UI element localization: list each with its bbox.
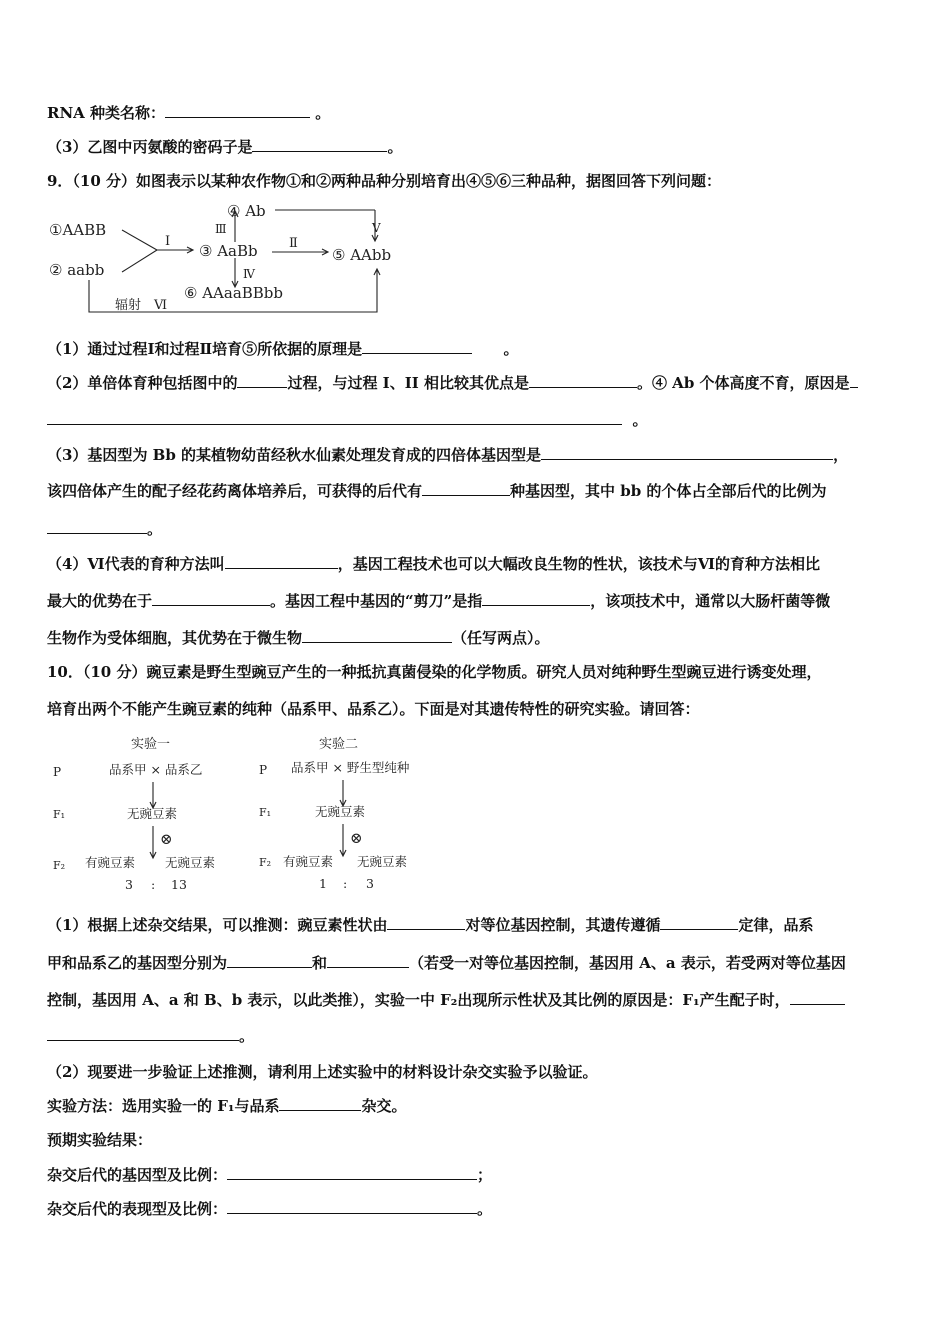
q9-p3-end xyxy=(47,519,162,539)
punct: 。 xyxy=(239,1027,255,1045)
exp1-f2-b: 无豌豆素 xyxy=(165,855,216,870)
route-4: Ⅳ xyxy=(243,267,255,281)
node-3: ③ AaBb xyxy=(199,242,258,260)
answer-blank[interactable] xyxy=(237,373,287,388)
answer-blank[interactable] xyxy=(541,445,833,460)
route-6: 辐射 Ⅵ xyxy=(115,298,168,313)
q10-phenotype xyxy=(47,1199,492,1219)
exp1-f2: F₂ xyxy=(53,859,66,872)
text: （4）Ⅵ代表的育种方法叫 xyxy=(47,555,225,573)
answer-blank[interactable] xyxy=(422,481,510,496)
exp2-f2-b: 无豌豆素 xyxy=(357,854,408,869)
node-4: ④ Ab xyxy=(227,202,266,220)
text: 杂交。 xyxy=(361,1097,407,1115)
punct: 。 xyxy=(632,411,648,429)
punct: 。 xyxy=(387,138,403,156)
exp1-f1-pheno: 无豌豆素 xyxy=(127,806,178,821)
q8-p3-line xyxy=(47,137,402,157)
exp2-f2-a: 有豌豆素 xyxy=(283,854,334,869)
answer-blank[interactable] xyxy=(387,915,465,930)
answer-blank[interactable] xyxy=(660,915,738,930)
branch-line xyxy=(122,230,157,250)
q8-rna-label: RNA 种类名称： xyxy=(47,104,166,122)
exp2-cross: 品系甲 × 野生型纯种 xyxy=(291,760,410,775)
q9-p2 xyxy=(47,373,858,393)
text: 对等位基因控制，其遗传遵循 xyxy=(465,916,661,934)
exp2-ratio-b: 3 xyxy=(366,876,374,891)
route-1: Ⅰ xyxy=(165,234,171,249)
text: （1）通过过程Ⅰ和过程Ⅱ培育⑤所依据的原理是 xyxy=(47,340,363,358)
q9-p4-end xyxy=(47,628,550,648)
node-1: ①AABB xyxy=(49,221,107,239)
exp1-f1: F₁ xyxy=(53,808,66,821)
route-2: Ⅱ xyxy=(289,236,298,251)
q9-p3-cont xyxy=(47,481,826,501)
answer-blank[interactable] xyxy=(279,1096,361,1111)
exp2-f1: F₁ xyxy=(259,806,272,819)
node-6: ⑥ AAaaBBbb xyxy=(184,284,284,302)
text: （若受一对等位基因控制，基因用 A、a 表示，若受两对等位基因 xyxy=(409,954,846,972)
answer-blank[interactable] xyxy=(362,339,472,354)
text: ，该项技术中，通常以大肠杆菌等微 xyxy=(590,592,831,610)
q9-p4-cont xyxy=(47,591,830,611)
text: 生物作为受体细胞，其优势在于微生物 xyxy=(47,629,303,647)
branch-line xyxy=(122,250,157,272)
text: （2）单倍体育种包括图中的 xyxy=(47,374,238,392)
answer-blank[interactable] xyxy=(47,519,147,534)
exp1-p: P xyxy=(53,765,62,779)
punct: 。 xyxy=(477,1200,493,1218)
self-cross-icon: ⊗ xyxy=(350,829,363,847)
answer-blank[interactable] xyxy=(47,410,622,425)
exp1-colon: : xyxy=(151,877,156,892)
q9-title: 9．（10 分）如图表示以某种农作物①和②两种品种分别培育出④⑤⑥三种品种，据图回答下列问题： xyxy=(47,172,722,190)
q10-title-2: 培育出两个不能产生豌豆素的纯种（品系甲、品系乙）。下面是对其遗传特性的研究实验。请回答： xyxy=(47,700,700,718)
q9-p3 xyxy=(47,445,848,465)
q10-p2: （2）现要进一步验证上述推测，请利用上述实验中的材料设计杂交实验予以验证。 xyxy=(47,1063,598,1081)
text: 控制，基因用 A、a 和 B、b 表示，以此类推），实验一中 F₂出现所示性状及其比例的原因是：F₁产生配子时， xyxy=(47,991,790,1009)
answer-blank[interactable] xyxy=(482,591,590,606)
answer-blank[interactable] xyxy=(850,373,858,388)
text: 杂交后代的基因型及比例： xyxy=(47,1166,228,1184)
route-3: Ⅲ xyxy=(215,222,227,236)
punct: 。 xyxy=(315,104,331,122)
text: 过程，与过程 I、II 相比较其优点是 xyxy=(287,374,529,392)
answer-blank[interactable] xyxy=(302,628,452,643)
q10-p1 xyxy=(47,915,813,935)
q9-p1 xyxy=(47,339,518,359)
text: 。④ Ab 个体高度不育，原因是 xyxy=(636,374,850,392)
q9-p4 xyxy=(47,554,820,574)
route-5: Ⅴ xyxy=(372,221,381,235)
text: 种基因型，其中 bb 的个体占全部后代的比例为 xyxy=(510,482,827,500)
answer-blank[interactable] xyxy=(227,953,312,968)
text: 该四倍体产生的配子经花药离体培养后，可获得的后代有 xyxy=(47,482,423,500)
text: 。基因工程中基因的“剪刀”是指 xyxy=(270,592,483,610)
q10-title-1: 10．（10 分）豌豆素是野生型豌豆产生的一种抵抗真菌侵染的化学物质。研究人员对纯种野生型豌豆进行诱变处理， xyxy=(47,663,822,681)
answer-blank[interactable] xyxy=(152,591,270,606)
text: （任写两点）。 xyxy=(452,629,550,647)
answer-blank[interactable] xyxy=(227,1199,477,1214)
punct: 。 xyxy=(147,520,163,538)
text: （1）根据上述杂交结果，可以推测：豌豆素性状由 xyxy=(47,916,388,934)
q10-expect: 预期实验结果： xyxy=(47,1131,153,1149)
punct: 。 xyxy=(503,340,519,358)
exp2-f1-pheno: 无豌豆素 xyxy=(315,804,366,819)
text: 甲和品系乙的基因型分别为 xyxy=(47,954,228,972)
answer-blank[interactable] xyxy=(252,137,387,152)
q10-p1-cont2 xyxy=(47,990,845,1010)
exp2-colon: : xyxy=(343,876,348,891)
q10-p1-end xyxy=(47,1026,254,1046)
exp2-title: 实验二 xyxy=(319,737,359,752)
q10-p1-cont xyxy=(47,953,846,973)
answer-blank[interactable] xyxy=(327,953,409,968)
exp2-p: P xyxy=(259,763,268,777)
exp1-f2-a: 有豌豆素 xyxy=(85,855,136,870)
answer-blank[interactable] xyxy=(529,373,637,388)
breeding-diagram xyxy=(47,200,417,320)
punct: ； xyxy=(477,1166,493,1184)
experiment-diagram xyxy=(47,732,427,897)
q10-genotype xyxy=(47,1165,492,1185)
exp2-ratio-a: 1 xyxy=(319,876,327,891)
exp2-f2: F₂ xyxy=(259,856,272,869)
self-cross-icon: ⊗ xyxy=(160,830,173,848)
q8-rna-line xyxy=(47,103,330,123)
answer-blank[interactable] xyxy=(225,554,338,569)
answer-blank[interactable] xyxy=(227,1165,477,1180)
text: 杂交后代的表现型及比例： xyxy=(47,1200,228,1218)
punct: ， xyxy=(833,446,849,464)
node-5: ⑤ AAbb xyxy=(332,246,392,264)
text: 和 xyxy=(312,954,328,972)
exp1-cross: 品系甲 × 品系乙 xyxy=(109,762,203,777)
node-2: ② aabb xyxy=(49,261,105,279)
answer-blank[interactable] xyxy=(790,990,845,1005)
q8-p3-label: （3）乙图中丙氨酸的密码子是 xyxy=(47,138,253,156)
exp1-ratio-b: 13 xyxy=(171,877,187,892)
q9-p2-cont xyxy=(47,410,647,430)
text: （3）基因型为 Bb 的某植物幼苗经秋水仙素处理发育成的四倍体基因型是 xyxy=(47,446,542,464)
answer-blank[interactable] xyxy=(47,1026,239,1041)
answer-blank[interactable] xyxy=(165,103,310,118)
text: 最大的优势在于 xyxy=(47,592,153,610)
q10-method xyxy=(47,1096,406,1116)
text: ，基因工程技术也可以大幅改良生物的性状，该技术与Ⅵ的育种方法相比 xyxy=(337,555,820,573)
exp1-ratio-a: 3 xyxy=(125,877,133,892)
exp1-title: 实验一 xyxy=(131,737,171,752)
text: 实验方法：选用实验一的 F₁与品系 xyxy=(47,1097,280,1115)
text: 定律，品系 xyxy=(738,916,814,934)
